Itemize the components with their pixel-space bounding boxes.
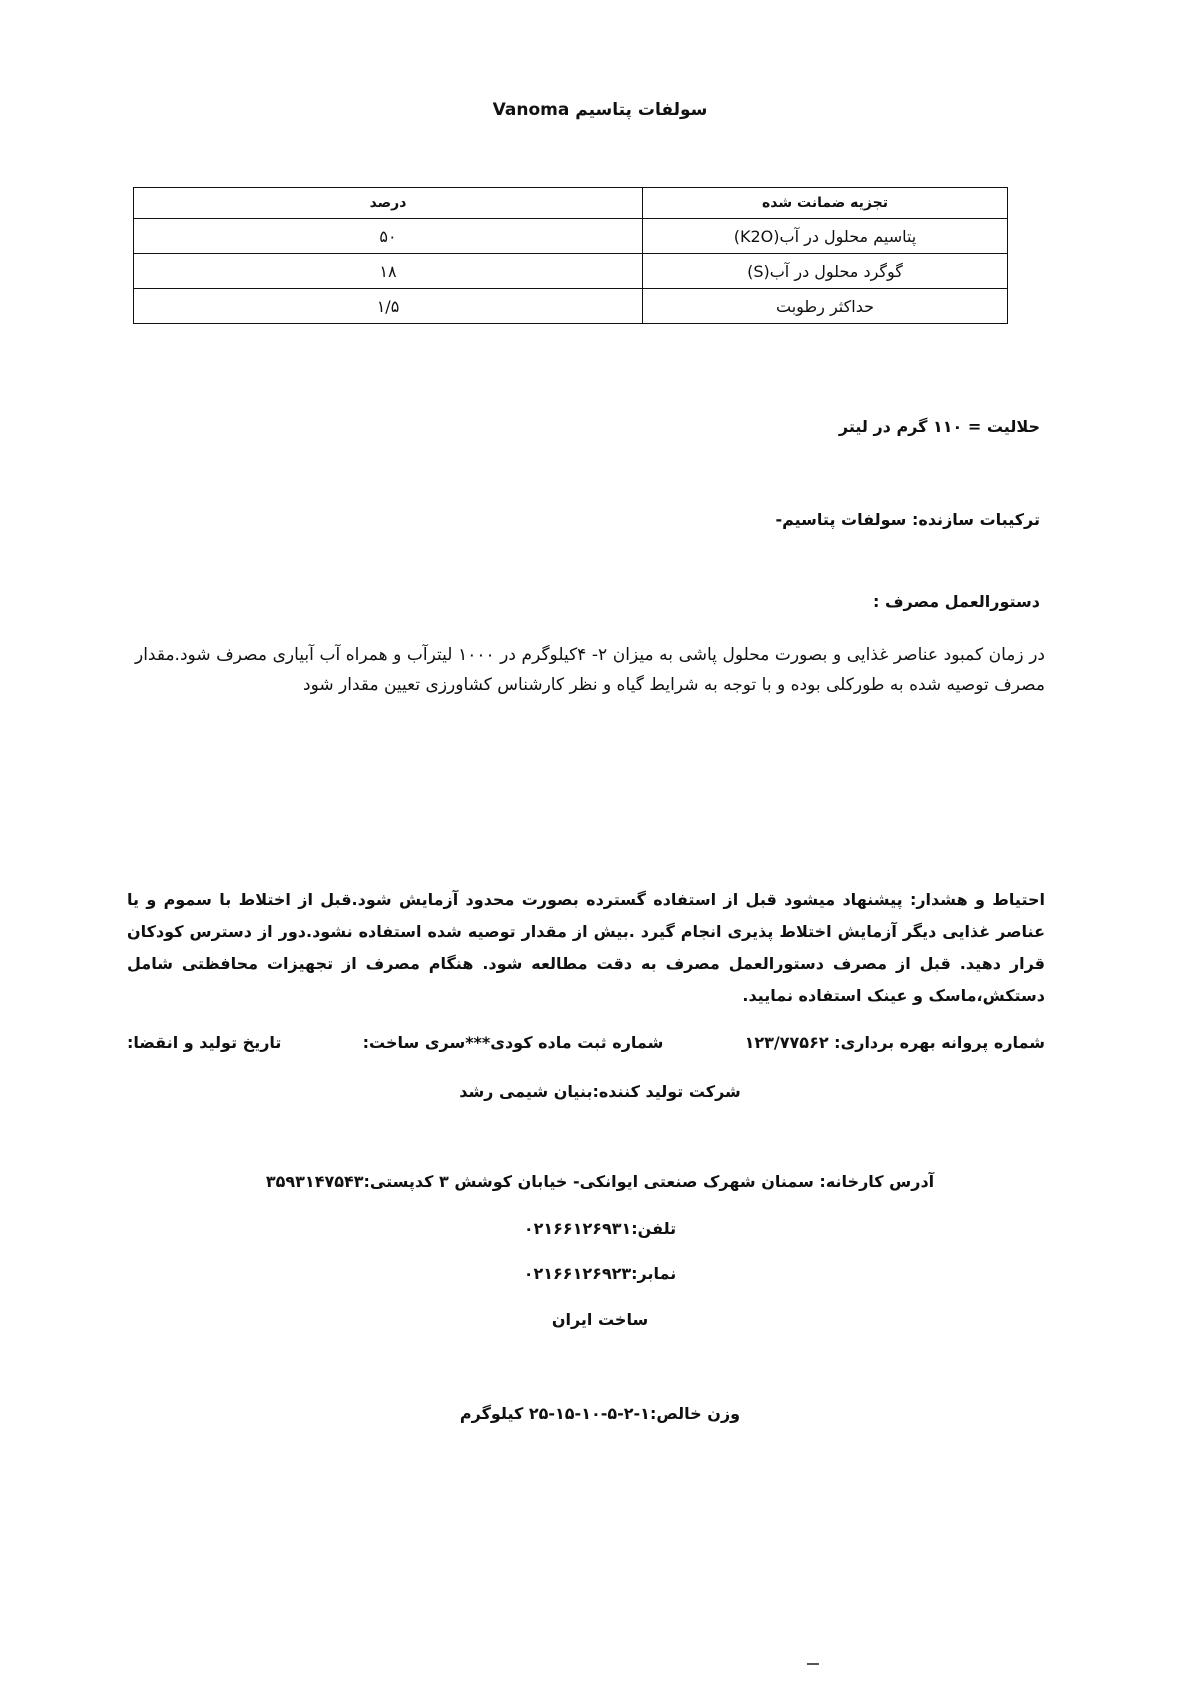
net-weight-line: وزن خالص:۱-۲-۵-۱۰-۱۵-۲۵ کیلوگرم <box>459 1404 741 1423</box>
table-cell-component: حداکثر رطوبت <box>643 289 1008 324</box>
made-in-line: ساخت ایران <box>551 1310 649 1329</box>
phone-line: تلفن:۰۲۱۶۶۱۲۶۹۳۱ <box>523 1219 677 1238</box>
document-title: Vanoma سولفات پتاسیم <box>492 100 708 120</box>
table-cell-component: گوگرد محلول در آب(S) <box>643 254 1008 289</box>
table-cell-component: پتاسیم محلول در آب(K2O) <box>643 219 1008 254</box>
fax-line: نمابر:۰۲۱۶۶۱۲۶۹۲۳ <box>523 1264 677 1283</box>
table-cell-value: ۱۸ <box>134 254 643 289</box>
table-row <box>134 289 1008 324</box>
table-cell-value: ۵۰ <box>134 219 643 254</box>
table-header-row <box>134 188 1008 219</box>
license-number: شماره پروانه بهره برداری: ۱۲۳/۷۷۵۶۲ <box>744 1033 1045 1052</box>
table-header-percent: درصد <box>134 188 643 219</box>
usage-paragraph: در زمان کمبود عناصر غذایی و بصورت محلول پاشی به میزان ۲- ۴کیلوگرم در ۱۰۰۰ لیترآب و همراه آب آبیاری مصرف شود.مقدار مصرف توصیه شده به طورکلی بوده و با توجه به شرایط گیاه و نظر کارشناس کشاورزی تعیین مقدار شود <box>135 645 1045 695</box>
registration-number: شماره ثبت ماده کودی***سری ساخت: <box>362 1033 664 1052</box>
solubility-line: حلالیت = ۱۱۰ گرم در لیتر <box>838 417 1040 436</box>
table-row <box>134 254 1008 289</box>
composition-line: ترکیبات سازنده: سولفات پتاسیم- <box>775 510 1040 529</box>
table-row <box>134 219 1008 254</box>
producer-line: شرکت تولید کننده:بنیان شیمی رشد <box>459 1082 741 1101</box>
usage-heading: دستورالعمل مصرف : <box>873 592 1040 611</box>
info-row <box>127 1033 1045 1052</box>
table-header-analysis: تجزیه ضمانت شده <box>643 188 1008 219</box>
address-line: آدرس کارخانه: سمنان شهرک صنعتی ایوانکی- خیابان کوشش ۳ کدپستی:۳۵۹۳۱۴۷۵۴۳ <box>265 1172 935 1191</box>
table-cell-value: ۱/۵ <box>134 289 643 324</box>
warning-paragraph: احتیاط و هشدار: پیشنهاد میشود قبل از استفاده گسترده بصورت محدود آزمایش شود.قبل از اختلاط با سموم و یا عناصر غذایی دیگر آزمایش اختلاط پذیری انجام گیرد .بیش از مقدار توصیه شده استفاده نشود.دور از دسترس کودکان قرار دهید. قبل از مصرف دستورالعمل مصرف به دقت مطالعه شود. هنگام مصرف از تجهیزات محافظتی شامل دستکش،ماسک و عینک استفاده نمایید. <box>127 890 1045 1005</box>
production-expiry-dates: تاریخ تولید و انقضا: <box>127 1033 282 1052</box>
guaranteed-analysis-table <box>133 187 1008 324</box>
page-mark <box>807 1657 819 1665</box>
